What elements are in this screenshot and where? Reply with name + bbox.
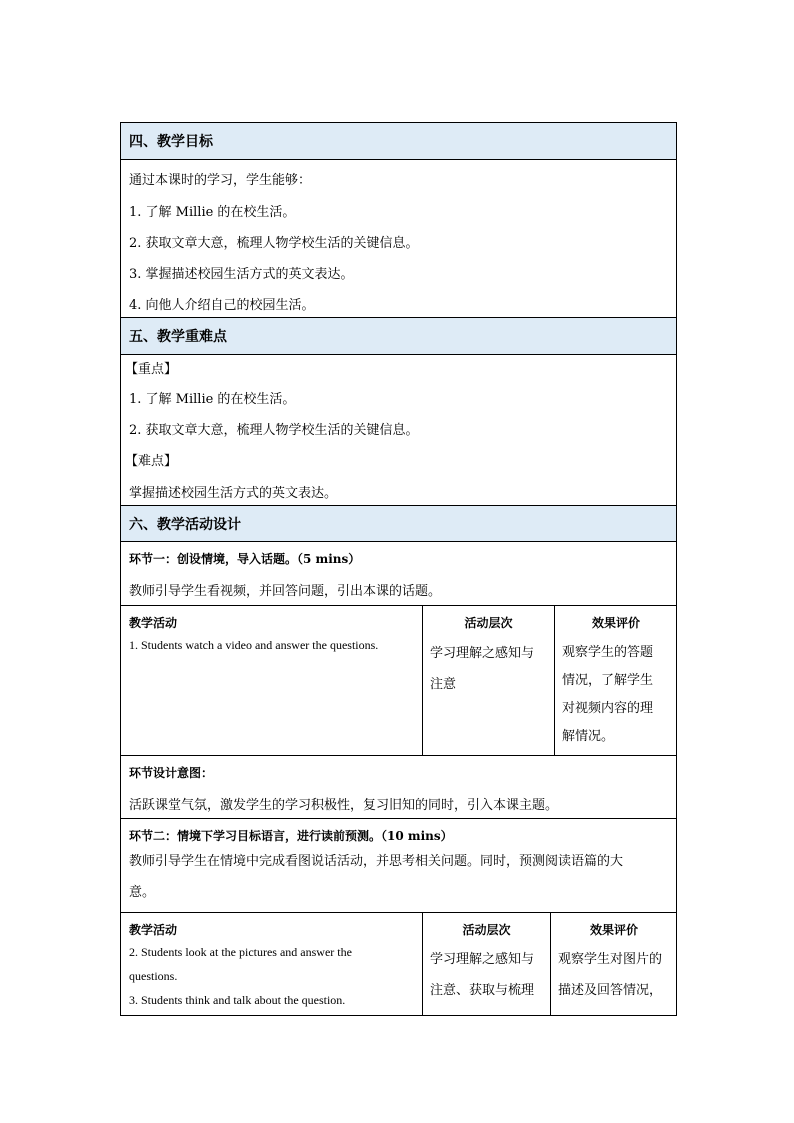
key-points-body: [121, 355, 676, 505]
stage1-description: 教师引导学生看视频，并回答问题，引出本课的话题。: [129, 584, 442, 599]
section-header-key-points: [121, 317, 676, 355]
section-title: 六、教学活动设计: [129, 516, 241, 533]
activity-column-header: 教学活动: [129, 616, 178, 630]
activity-item: 2. Students look at the pictures and answer the: [129, 945, 352, 959]
teaching-objectives-body: [121, 160, 676, 317]
activity-level: [430, 944, 534, 1006]
eval-line: 观察学生对图片的: [558, 952, 663, 967]
evaluation-column-header: 效果评价: [591, 616, 640, 630]
stage1-intro: [121, 542, 676, 605]
evaluation-column-header: 效果评价: [589, 923, 638, 937]
activity-evaluation: [558, 944, 662, 1006]
eval-line: 解情况。: [562, 729, 615, 744]
objective-item: 2. 获取文章大意，梳理人物学校生活的关键信息。: [129, 236, 419, 251]
section-title: 四、教学目标: [129, 134, 213, 150]
activity-item: questions.: [129, 969, 178, 983]
activity-item: 3. Students think and talk about the question.: [129, 993, 346, 1007]
activity-level: [430, 638, 534, 700]
stage2-intro: [121, 818, 676, 912]
level-column-header: 活动层次: [464, 616, 513, 630]
activity-item: 1. Students watch a video and answer the questions.: [129, 638, 379, 652]
eval-line: 观察学生的答题: [562, 645, 654, 660]
difficulty-label: 【难点】: [125, 454, 178, 469]
level-column-header: 活动层次: [462, 923, 511, 937]
activity-evaluation: [562, 639, 653, 751]
section-title: 五、教学重难点: [129, 329, 227, 345]
key-points-label: 【重点】: [125, 362, 178, 377]
level-line: 注意、获取与梳理: [430, 983, 535, 998]
lesson-plan-table: [120, 122, 677, 1016]
difficulty-text: 掌握描述校园生活方式的英文表达。: [129, 486, 338, 501]
description-line: 教师引导学生在情境中完成看图说话活动，并思考相关问题。同时，预测阅读语篇的大: [129, 854, 624, 869]
level-line: 学习理解之感知与: [430, 952, 535, 967]
section-header-teaching-objectives: [121, 123, 676, 160]
stage1-intent: [121, 755, 676, 818]
stage2-title: 环节二：情境下学习目标语言，进行读前预测。（10 mins）: [129, 829, 453, 843]
activity-column-header: 教学活动: [129, 923, 178, 937]
objectives-intro: 通过本课时的学习，学生能够：: [129, 173, 312, 188]
level-line: 学习理解之感知与: [430, 646, 535, 661]
key-point-item: 1. 了解 Millie 的在校生活。: [129, 392, 296, 407]
level-line: 注意: [430, 677, 457, 692]
key-point-item: 2. 获取文章大意，梳理人物学校生活的关键信息。: [129, 423, 419, 438]
stage1-title: 环节一：创设情境，导入话题。（5 mins）: [129, 552, 361, 566]
eval-line: 情况，了解学生: [562, 673, 654, 688]
intent-title: 环节设计意图：: [129, 766, 214, 780]
description-line: 意。: [129, 885, 156, 900]
section-header-activity-design: [121, 505, 676, 542]
stage2-activity-table: [121, 912, 676, 1016]
intent-text: 活跃课堂气氛，激发学生的学习积极性，复习旧知的同时，引入本课主题。: [129, 798, 559, 813]
objective-item: 3. 掌握描述校园生活方式的英文表达。: [129, 267, 354, 282]
stage1-activity-table: [121, 605, 676, 755]
objective-item: 4. 向他人介绍自己的校园生活。: [129, 298, 315, 313]
stage2-description: [129, 846, 623, 908]
eval-line: 对视频内容的理: [562, 701, 654, 716]
eval-line: 描述及回答情况，: [558, 983, 663, 998]
objective-item: 1. 了解 Millie 的在校生活。: [129, 205, 296, 220]
